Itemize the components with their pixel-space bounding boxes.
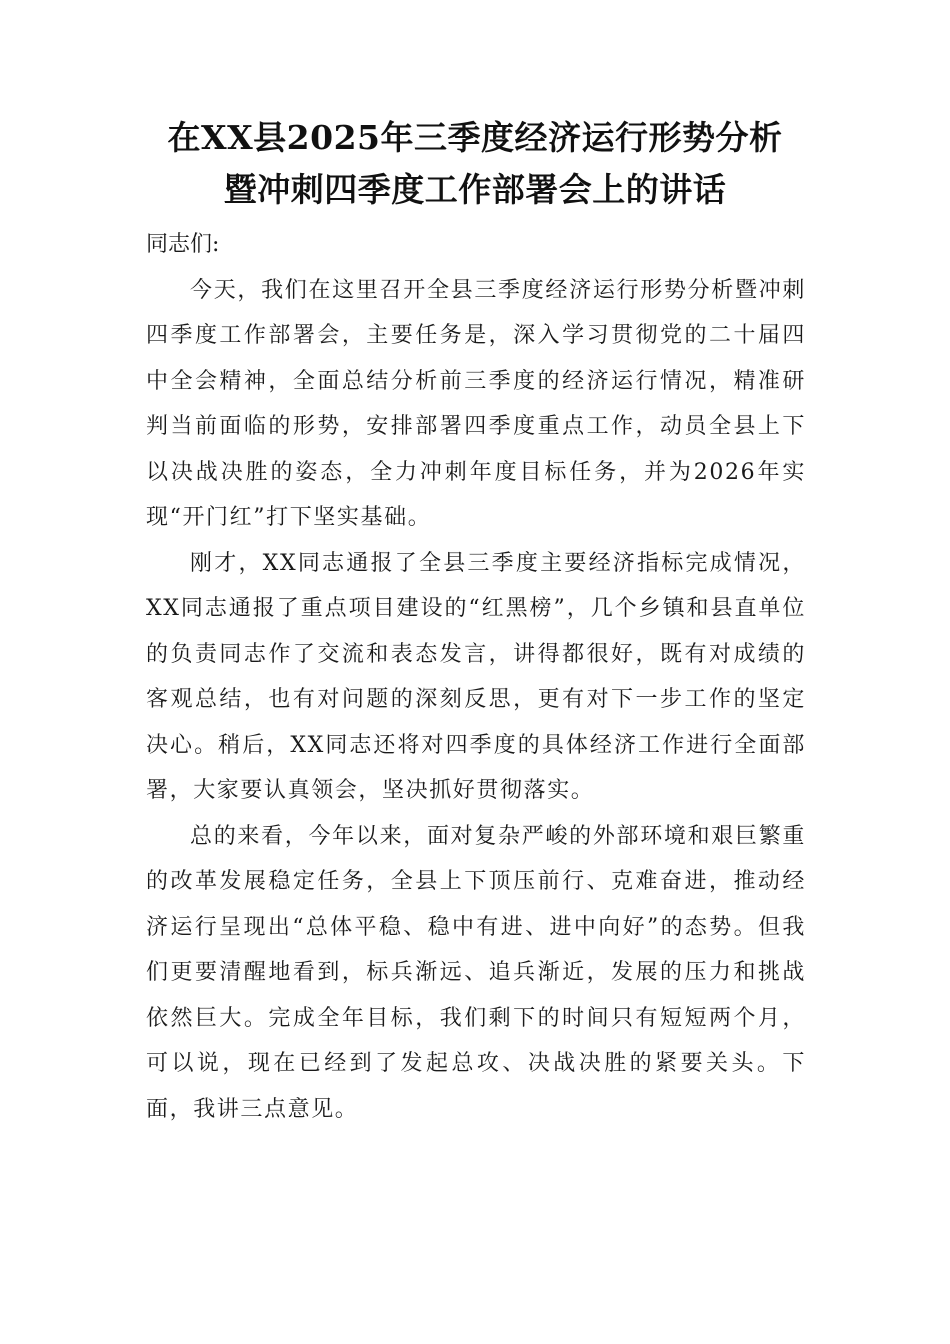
title-line-1: 在XX县2025年三季度经济运行形势分析: [167, 118, 783, 157]
paragraph-2: 刚才，XX同志通报了全县三季度主要经济指标完成情况，XX同志通报了重点项目建设的“红黑榜”，几个乡镇和县直单位的负责同志作了交流和表态发言，讲得都很好，既有对成绩的客观总结，也有对问题的深刻反思，更有对下一步工作的坚定决心。稍后，XX同志还将对四季度的具体经济工作进行全面部署，大家要认真领会，坚决抓好贯彻落实。: [146, 550, 806, 803]
paragraph-3: 总的来看，今年以来，面对复杂严峻的外部环境和艰巨繁重的改革发展稳定任务，全县上下顶压前行、克难奋进，推动经济运行呈现出“总体平稳、稳中有进、进中向好”的态势。但我们更要清醒地看到，标兵渐远、追兵渐近，发展的压力和挑战依然巨大。完成全年目标，我们剩下的时间只有短短两个月，可以说，现在已经到了发起总攻、决战决胜的紧要关头。下面，我讲三点意见。: [146, 823, 806, 1122]
paragraph-1: 今天，我们在这里召开全县三季度经济运行形势分析暨冲刺四季度工作部署会，主要任务是，深入学习贯彻党的二十届四中全会精神，全面总结分析前三季度的经济运行情况，精准研判当前面临的形势，安排部署四季度重点工作，动员全县上下以决战决胜的姿态，全力冲刺年度目标任务，并为2026年实现“开门红”打下坚实基础。: [146, 277, 806, 530]
document-title: [120, 112, 830, 216]
document-body: [146, 222, 806, 1132]
title-line-2: 暨冲刺四季度工作部署会上的讲话: [223, 170, 727, 209]
salutation: 同志们:: [146, 232, 220, 257]
